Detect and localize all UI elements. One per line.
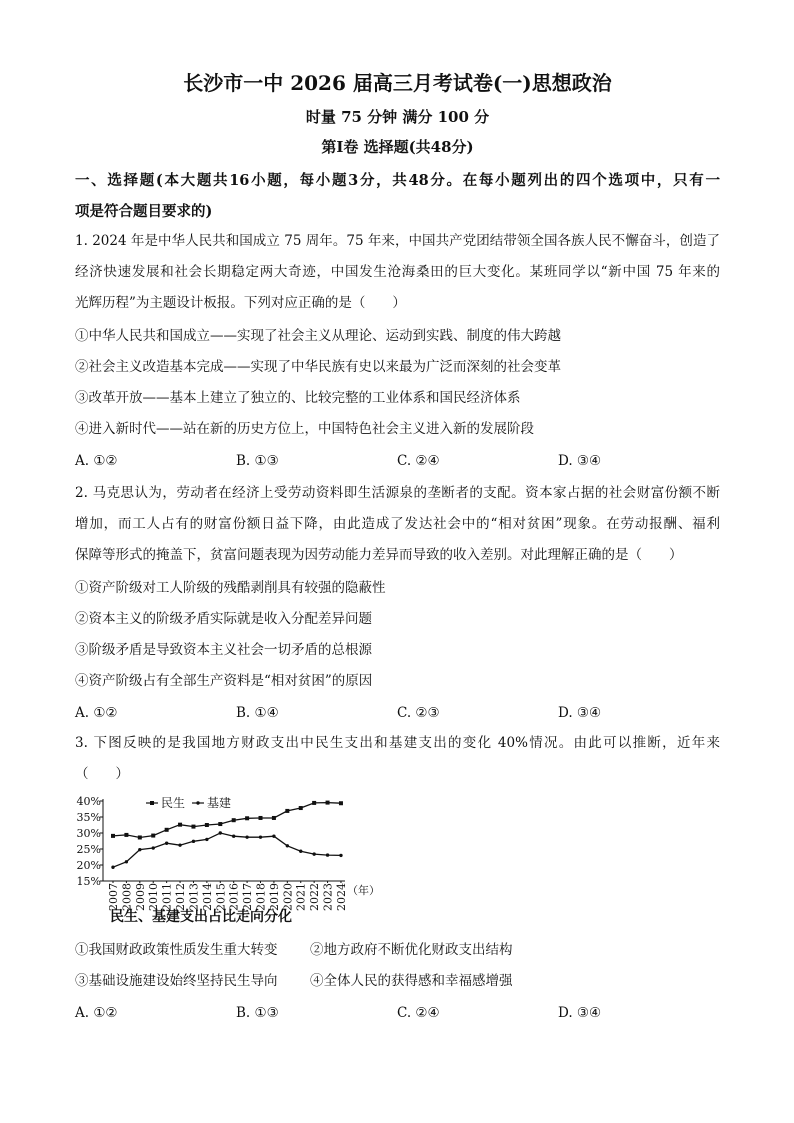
series-1-point-2014 <box>205 838 208 841</box>
section-instructions <box>75 165 720 227</box>
series-0-point-2008 <box>124 833 128 837</box>
x-tick-label: 2011 <box>160 883 174 911</box>
choice-d: D. ③④ <box>558 453 602 469</box>
series-0-point-2021 <box>299 806 303 810</box>
choice-a: A. ①② <box>75 1005 118 1021</box>
choice-b: B. ①③ <box>236 1005 279 1021</box>
question-stem-line: 3. 下图反映的是我国地方财政支出中民生支出和基建支出的变化 40%情况。由此可以推断，近年来 <box>75 735 720 751</box>
series-0-point-2009 <box>138 835 142 839</box>
chart-svg <box>70 790 380 930</box>
question-stem-line: 1. 2024 年是中华人民共和国成立 75 周年。75 年来，中国共产党团结带领全国各族人民不懈奋斗，创造了 <box>75 233 720 249</box>
statement: ③改革开放——基本上建立了独立的、比较完整的工业体系和国民经济体系 <box>75 390 521 406</box>
choice-c: C. ②③ <box>397 705 440 721</box>
x-tick-label: 2009 <box>133 883 147 911</box>
statement: ②社会主义改造基本完成——实现了中华民族有史以来最为广泛而深刻的社会变革 <box>75 359 561 375</box>
statement-row <box>75 935 720 966</box>
series-0-point-2022 <box>312 801 316 805</box>
statement: ①资产阶级对工人阶级的残酷剥削具有较强的隐蔽性 <box>75 580 386 596</box>
x-tick-label: 2007 <box>107 883 120 911</box>
x-tick-label: 2020 <box>281 883 295 911</box>
statement: ④资产阶级占有全部生产资料是“相对贫困”的原因 <box>75 673 373 689</box>
series-1-point-2012 <box>178 843 181 846</box>
series-0-point-2015 <box>218 822 222 826</box>
series-0-point-2011 <box>165 828 169 832</box>
x-tick-label: 2008 <box>120 883 134 911</box>
question-stem-line: 光辉历程”为主题设计板报。下列对应正确的是（ ） <box>75 295 406 311</box>
answer-choices <box>75 998 720 1029</box>
series-1-point-2020 <box>286 844 289 847</box>
choice-a: A. ①② <box>75 705 118 721</box>
exam-time-and-score: 时量 75 分钟 满分 100 分 <box>305 108 490 126</box>
series-1-point-2011 <box>165 842 168 845</box>
choice-c: C. ②④ <box>397 1005 440 1021</box>
y-tick-label: 30% <box>76 827 101 840</box>
series-1-point-2013 <box>192 840 195 843</box>
statement: ②资本主义的阶级矛盾实际就是收入分配差异问题 <box>75 611 372 627</box>
question-stem-line: 保障等形式的掩盖下，贫富问题表现为因劳动能力差异而导致的收入差别。对此理解正确的是（ ） <box>75 547 683 563</box>
question-3 <box>75 728 720 1029</box>
question-stem-line: 增加，而工人占有的财富份额日益下降，由此造成了发达社会中的“相对贫困”现象。在劳动报酬、福利 <box>75 516 720 532</box>
legend-marker-0 <box>150 801 154 805</box>
series-1-point-2007 <box>111 866 114 869</box>
series-1-point-2021 <box>299 850 302 853</box>
y-tick-label: 25% <box>76 843 101 856</box>
x-tick-label: 2018 <box>254 883 268 911</box>
statement-row <box>75 966 720 997</box>
x-tick-label: 2010 <box>147 883 161 911</box>
series-0-point-2010 <box>151 834 155 838</box>
x-axis-unit: （年） <box>347 884 380 897</box>
series-1-point-2018 <box>259 835 262 838</box>
x-tick-label: 2021 <box>294 883 308 911</box>
y-tick-label: 40% <box>76 795 101 808</box>
x-tick-label: 2014 <box>200 883 214 911</box>
series-0-point-2019 <box>272 816 276 820</box>
series-0-point-2024 <box>339 801 343 805</box>
legend-label-1: 基建 <box>207 796 232 810</box>
statement-list <box>75 935 720 997</box>
series-1-point-2017 <box>245 835 248 838</box>
legend-label-0: 民生 <box>161 796 186 810</box>
y-tick-label: 20% <box>76 859 101 872</box>
answer-choices <box>75 446 720 477</box>
series-1-point-2016 <box>232 835 235 838</box>
series-0-point-2017 <box>245 816 249 820</box>
x-tick-label: 2012 <box>174 883 188 911</box>
choice-d: D. ③④ <box>558 1005 602 1021</box>
choice-b: B. ①③ <box>236 453 279 469</box>
x-tick-label: 2016 <box>227 883 241 911</box>
choice-d: D. ③④ <box>558 705 602 721</box>
question-stem-line: 经济快速发展和社会长期稳定两大奇迹，中国发生沧海桑田的巨大变化。某班同学以“新中国 75 年来的 <box>75 264 720 280</box>
choice-c: C. ②④ <box>397 453 440 469</box>
choice-a: A. ①② <box>75 453 118 469</box>
section-line: 一、选择题(本大题共16小题，每小题3分，共48分。在每小题列出的四个选项中，只有一 <box>75 172 720 189</box>
x-tick-label: 2019 <box>267 883 281 911</box>
statement: ②地方政府不断优化财政支出结构 <box>310 942 513 958</box>
x-tick-label: 2017 <box>241 883 255 911</box>
series-line-1 <box>113 833 341 867</box>
chart-caption: 民生、基建支出占比走向分化 <box>110 909 292 925</box>
question-stem-line: 2. 马克思认为，劳动者在经济上受劳动资料即生活源泉的垄断者的支配。资本家占据的社会财富份额不断 <box>75 485 720 501</box>
answer-choices <box>75 698 720 729</box>
series-1-point-2010 <box>152 846 155 849</box>
series-1-point-2015 <box>219 831 222 834</box>
statement-list <box>75 573 720 697</box>
statement-list <box>75 321 720 445</box>
statement: ③阶级矛盾是导致资本主义社会一切矛盾的总根源 <box>75 642 372 658</box>
statement: ①中华人民共和国成立——实现了社会主义从理论、运动到实践、制度的伟大跨越 <box>75 328 561 344</box>
question-2 <box>75 478 720 729</box>
series-1-point-2023 <box>326 853 329 856</box>
exam-title: 长沙市一中 2026 届高三月考试卷(一)思想政治 <box>183 71 612 95</box>
y-tick-label: 35% <box>76 811 101 824</box>
x-tick-label: 2022 <box>308 883 322 911</box>
series-0-point-2018 <box>259 816 263 820</box>
series-0-point-2007 <box>111 834 115 838</box>
section-line: 项是符合题目要求的) <box>75 203 213 220</box>
series-1-point-2008 <box>125 860 128 863</box>
series-0-point-2012 <box>178 823 182 827</box>
statement: ①我国财政政策性质发生重大转变 <box>75 942 278 958</box>
series-1-point-2022 <box>312 852 315 855</box>
statement: ④进入新时代——站在新的历史方位上，中国特色社会主义进入新的发展阶段 <box>75 421 534 437</box>
choice-b: B. ①④ <box>236 705 279 721</box>
series-0-point-2013 <box>191 825 195 829</box>
statement: ③基础设施建设始终坚持民生导向 <box>75 973 278 989</box>
series-1-point-2019 <box>272 835 275 838</box>
x-tick-label: 2024 <box>334 883 348 911</box>
series-0-point-2014 <box>205 823 209 827</box>
series-0-point-2020 <box>285 809 289 813</box>
part-heading: 第Ⅰ卷 选择题(共48分) <box>321 138 474 156</box>
x-tick-label: 2013 <box>187 883 201 911</box>
question-1 <box>75 226 720 477</box>
spending-share-line-chart <box>70 790 380 930</box>
series-0-point-2023 <box>326 801 330 805</box>
series-1-point-2024 <box>339 854 342 857</box>
series-1-point-2009 <box>138 848 141 851</box>
question-stem-line: （ ） <box>75 766 129 782</box>
statement: ④全体人民的获得感和幸福感增强 <box>310 973 513 989</box>
legend-marker-1 <box>196 801 199 804</box>
x-tick-label: 2015 <box>214 883 228 911</box>
y-tick-label: 15% <box>76 875 101 888</box>
x-tick-label: 2023 <box>321 883 335 911</box>
series-0-point-2016 <box>232 818 236 822</box>
